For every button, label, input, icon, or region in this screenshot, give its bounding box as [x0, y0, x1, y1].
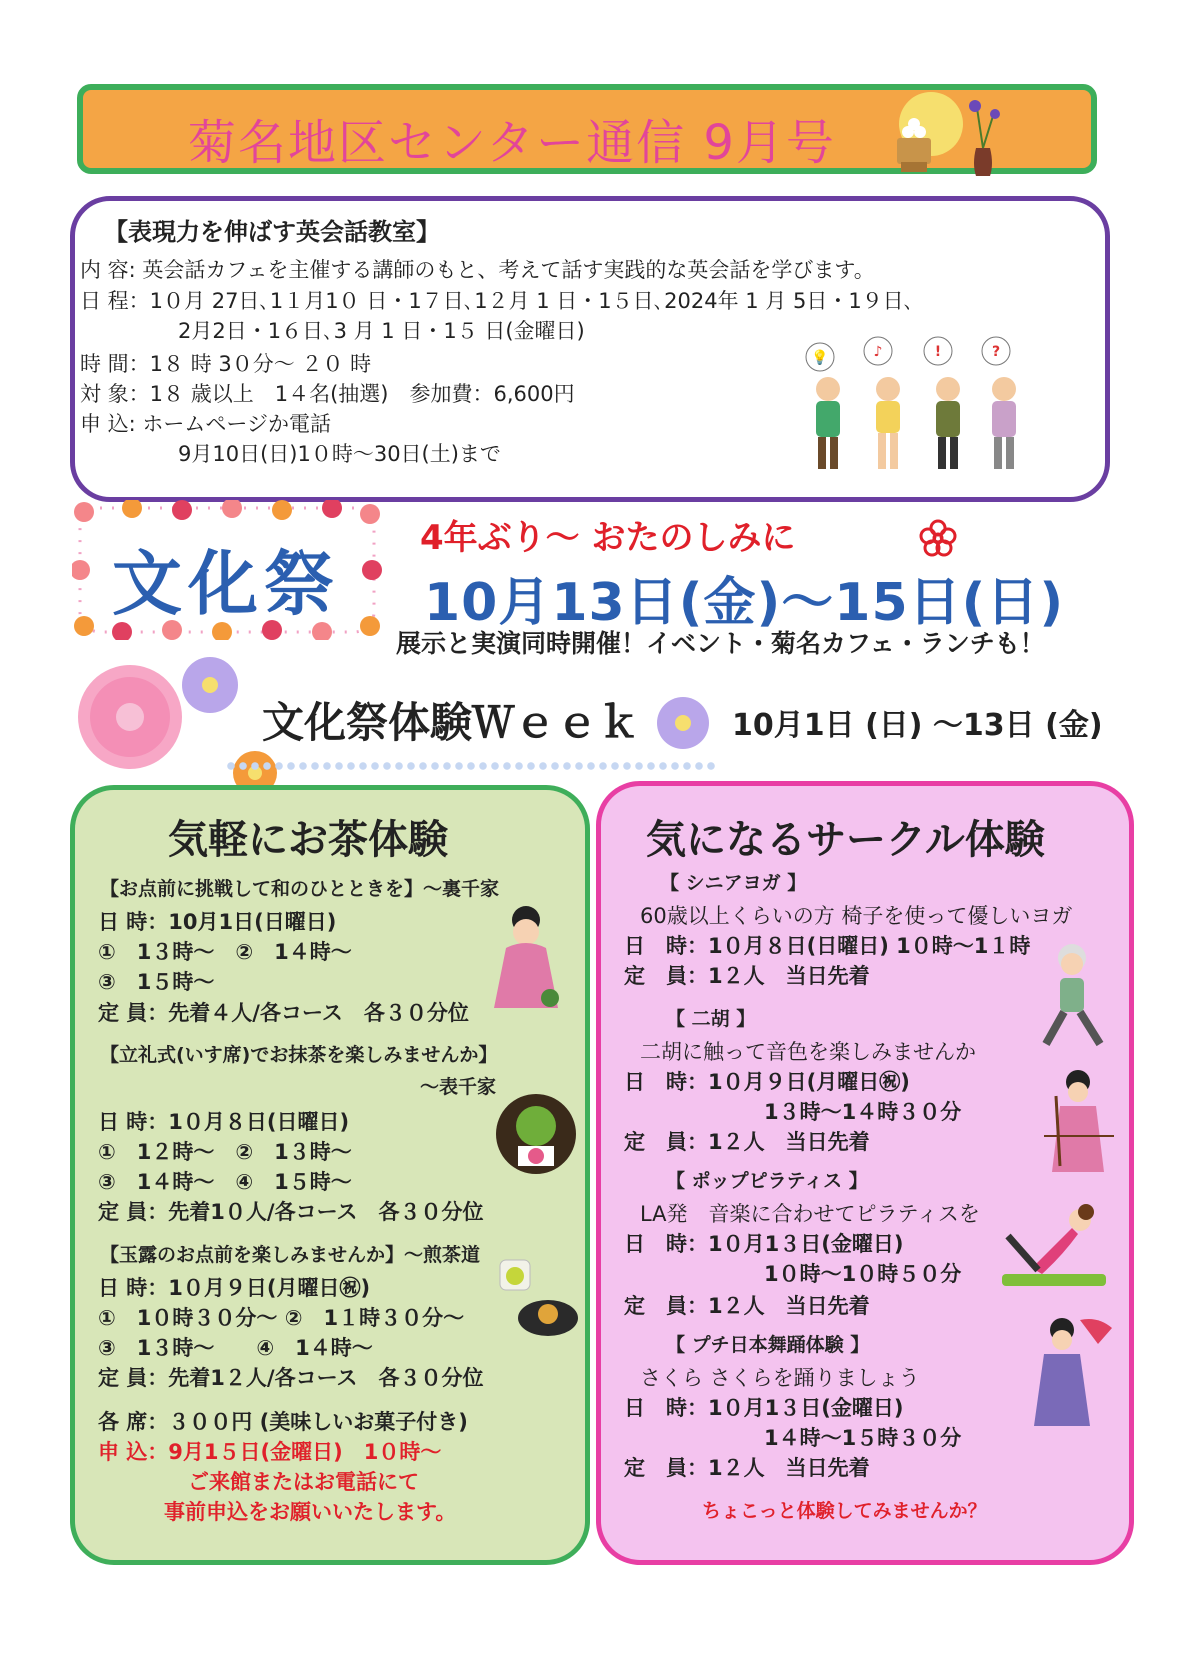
erhu-player-illustration	[1040, 1066, 1116, 1176]
circle-erhu-desc: 二胡に触って音色を楽しみませんか	[640, 1040, 976, 1064]
english-schedule: 日 程：1０月 27日､1１月1０ 日・1７日､1２月 1 日・1５日､2024年 1 月 5日・1９日､	[80, 289, 915, 313]
festival-subtitle: 4年ぶり～ おたのしみに	[420, 518, 796, 558]
senior-yoga-illustration	[1036, 940, 1108, 1048]
gyokuro-tea-illustration	[496, 1256, 582, 1342]
tea-sencha-date: 日 時：1０月９日(月曜日㊗)	[98, 1276, 371, 1300]
circle-pilates-desc: LA発 音楽に合わせてピラティスを	[640, 1202, 980, 1226]
tea-urasenke-date: 日 時：10月1日(日曜日)	[98, 910, 337, 934]
bulb-bubble-icon: 💡	[811, 350, 829, 366]
tea-course-omotesenke: 【立礼式(いす席)でお抹茶を楽しみませんか】	[100, 1044, 498, 1066]
circle-dance-capacity: 定 員：1２人 当日先着	[624, 1456, 870, 1480]
pilates-woman-illustration	[998, 1196, 1110, 1296]
english-time: 時 間：1８ 時 3０分～ ２０ 時	[80, 352, 372, 376]
circle-pilates-date: 日 時：1０月1３日(金曜日)	[624, 1232, 904, 1256]
purple-flower-icon	[654, 694, 712, 752]
tea-course-urasenke: 【お点前に挑戦して和のひとときを】～裏千家	[100, 878, 500, 900]
english-apply-period: 9月10日(日)1０時～30日(土)まで	[178, 442, 501, 466]
circle-title: 気になるサークル体験	[646, 817, 1045, 863]
circle-dance-heading: 【 プチ日本舞踊体験 】	[666, 1334, 870, 1356]
circle-erhu-heading: 【 二胡 】	[666, 1008, 756, 1030]
festival-description: 展示と実演同時開催！イベント・菊名カフェ・ランチも！	[396, 629, 1045, 658]
tea-apply-method: ご来館またはお電話にて	[188, 1470, 419, 1494]
tea-urasenke-slots-2: ③ 1５時～	[98, 970, 215, 994]
circle-yoga-desc: 60歳以上くらいの方 椅子を使って優しいヨガ	[640, 904, 1073, 928]
week-dates: 10月1日 (日) ～13日 (金)	[732, 708, 1103, 743]
tea-omotesenke-slots-1: ① 1２時～ ② 1３時～	[98, 1140, 352, 1164]
tea-sencha-slots-2: ③ 1３時～ ④ 1４時～	[98, 1336, 373, 1360]
circle-dance-time: 1４時～1５時３０分	[764, 1426, 962, 1450]
svg-text:?: ?	[991, 344, 1001, 360]
tea-omotesenke-capacity: 定 員：先着1０人/各コース 各３０分位	[98, 1200, 484, 1224]
week-title: 文化祭体験Ｗｅｅｋ	[262, 698, 641, 747]
kimono-woman-illustration	[488, 902, 568, 1012]
circle-pilates-capacity: 定 員：1２人 当日先着	[624, 1294, 870, 1318]
tea-fee: 各 席：３００円 (美味しいお菓子付き)	[98, 1410, 468, 1434]
tea-omotesenke-school: ～表千家	[420, 1076, 497, 1098]
tea-sencha-capacity: 定 員：先着1２人/各コース 各３０分位	[98, 1366, 484, 1390]
circle-yoga-heading: 【 シニアヨガ 】	[660, 872, 807, 894]
svg-text:!: !	[934, 344, 942, 360]
circle-dance-date: 日 時：1０月1３日(金曜日)	[624, 1396, 904, 1420]
english-target: 対 象：1８ 歳以上 1４名(抽選) 参加費：6,600円	[80, 382, 575, 406]
moon-viewing-illustration	[875, 88, 1015, 180]
svg-text:♪: ♪	[873, 344, 883, 360]
english-content: 内 容: 英会話カフェを主催する講師のもと、考えて話す実践的な英会話を学びます。	[80, 258, 875, 282]
tea-omotesenke-date: 日 時：1０月８日(日曜日)	[98, 1110, 350, 1134]
dotted-divider	[225, 761, 715, 771]
circle-pilates-heading: 【 ポップピラティス 】	[666, 1170, 868, 1192]
conversation-people-illustration	[800, 335, 1040, 475]
festival-dates: 10月13日(金)～15日(日)	[424, 573, 1065, 633]
festival-logo-text: 文化祭	[112, 543, 340, 625]
english-apply: 申 込: ホームページか電話	[80, 412, 332, 436]
circle-erhu-capacity: 定 員：1２人 当日先着	[624, 1130, 870, 1154]
circle-erhu-date: 日 時：1０月９日(月曜日㊗)	[624, 1070, 910, 1094]
english-schedule-cont: 2月2日・1６日､3 月 1 日・1５ 日(金曜日)	[178, 319, 585, 343]
english-heading: 【表現力を伸ばす英会話教室】	[104, 218, 440, 246]
circle-dance-desc: さくら さくらを踊りましょう	[640, 1366, 920, 1390]
tea-title: 気軽にお茶体験	[168, 817, 448, 863]
circle-yoga-date: 日 時：1０月８日(日曜日) 1０時～1１時	[624, 934, 1031, 958]
matcha-bowl-illustration	[494, 1092, 578, 1176]
tea-urasenke-slots-1: ① 1３時～ ② 1４時～	[98, 940, 352, 964]
circle-closing-message: ちょこっと体験してみませんか？	[702, 1500, 987, 1522]
circle-yoga-capacity: 定 員：1２人 当日先着	[624, 964, 870, 988]
tea-apply-date: 申 込：9月1５日(金曜日) 1０時～	[98, 1440, 442, 1464]
tea-course-sencha: 【玉露のお点前を楽しみませんか】～煎茶道	[100, 1244, 481, 1266]
flower-icon	[918, 518, 958, 558]
circle-erhu-time: 1３時～1４時３０分	[764, 1100, 962, 1124]
tea-apply-note: 事前申込をお願いいたします。	[164, 1500, 457, 1524]
newsletter-title: 菊名地区センター通信 9月号	[188, 115, 836, 171]
tea-urasenke-capacity: 定 員：先着４人/各コース 各３０分位	[98, 1001, 469, 1025]
japanese-dancer-illustration	[1028, 1310, 1118, 1430]
circle-pilates-time: 1０時～1０時５０分	[764, 1262, 962, 1286]
tea-sencha-slots-1: ① 1０時３０分～ ② 1１時３０分～	[98, 1306, 465, 1330]
tea-omotesenke-slots-2: ③ 1４時～ ④ 1５時～	[98, 1170, 352, 1194]
